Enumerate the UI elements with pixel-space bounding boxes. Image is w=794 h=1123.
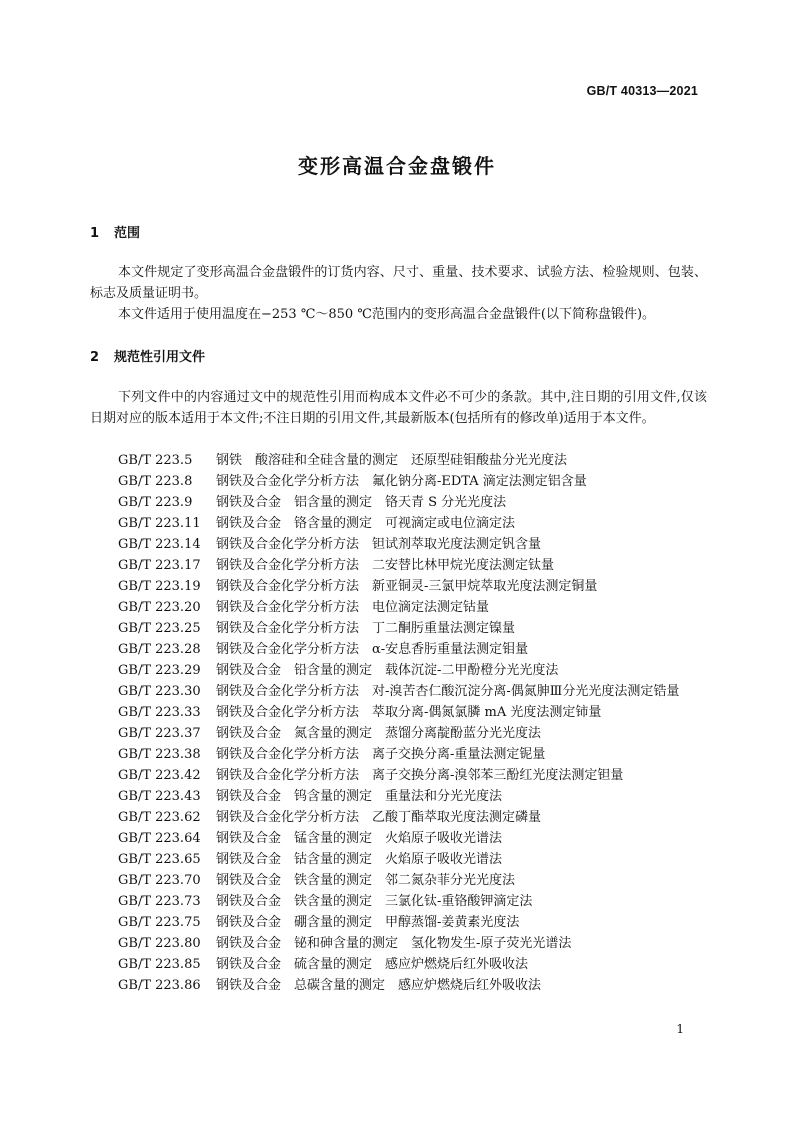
reference-item (90, 513, 710, 534)
reference-code: GB/T 223.8 (118, 474, 193, 489)
reference-item (90, 576, 710, 597)
reference-title: 钢铁及合金 总碳含量的测定 感应炉燃烧后红外吸收法 (216, 978, 542, 993)
reference-item (90, 744, 710, 765)
reference-code: GB/T 223.30 (118, 684, 201, 699)
section-number: 1 (90, 226, 100, 241)
reference-item (90, 492, 710, 513)
reference-item (90, 555, 710, 576)
reference-title: 钢铁及合金化学分析方法 新亚铜灵-三氯甲烷萃取光度法测定铜量 (216, 579, 598, 594)
reference-title: 钢铁及合金 硼含量的测定 甲醇蒸馏-姜黄素光度法 (216, 915, 520, 930)
reference-title: 钢铁及合金 铋和砷含量的测定 氢化物发生-原子荧光光谱法 (216, 936, 572, 951)
reference-title: 钢铁及合金 铁含量的测定 邻二氮杂菲分光光度法 (216, 873, 516, 888)
reference-item (90, 849, 710, 870)
reference-title: 钢铁及合金 铁含量的测定 三氯化钛-重铬酸钾滴定法 (216, 894, 533, 909)
reference-item (90, 702, 710, 723)
document-title: 变形高温合金盘锻件 (298, 154, 496, 178)
reference-item (90, 639, 710, 660)
section-heading-normative-references (90, 346, 205, 365)
section-number: 2 (90, 350, 100, 365)
reference-title: 钢铁及合金化学分析方法 电位滴定法测定钴量 (216, 600, 490, 615)
reference-item (90, 975, 710, 996)
reference-title: 钢铁及合金化学分析方法 二安替比林甲烷光度法测定钛量 (216, 558, 555, 573)
reference-code: GB/T 223.80 (118, 936, 201, 951)
reference-code: GB/T 223.37 (118, 726, 201, 741)
reference-code: GB/T 223.62 (118, 810, 201, 825)
reference-code: GB/T 223.64 (118, 831, 201, 846)
reference-code: GB/T 223.65 (118, 852, 201, 867)
reference-list (90, 450, 710, 996)
reference-item (90, 912, 710, 933)
reference-title: 钢铁及合金 硫含量的测定 感应炉燃烧后红外吸收法 (216, 957, 529, 972)
reference-item (90, 786, 710, 807)
references-intro-paragraph: 下列文件中的内容通过文中的规范性引用而构成本文件必不可少的条款。其中,注日期的引用文件,仅该日期对应的版本适用于本文件;不注日期的引用文件,其最新版本(包括所有的修改单)适用于本文件。 (90, 390, 707, 426)
reference-title: 钢铁及合金 铬含量的测定 可视滴定或电位滴定法 (216, 516, 516, 531)
reference-code: GB/T 223.28 (118, 642, 201, 657)
reference-code: GB/T 223.11 (118, 516, 201, 531)
reference-item (90, 954, 710, 975)
reference-item (90, 597, 710, 618)
reference-title: 钢铁及合金 锰含量的测定 火焰原子吸收光谱法 (216, 831, 503, 846)
reference-item (90, 681, 710, 702)
reference-code: GB/T 223.5 (118, 453, 193, 468)
section-title: 范围 (114, 226, 141, 241)
reference-code: GB/T 223.75 (118, 915, 201, 930)
reference-code: GB/T 223.38 (118, 747, 201, 762)
standard-code: GB/T 40313—2021 (586, 84, 698, 98)
reference-code: GB/T 223.20 (118, 600, 201, 615)
reference-code: GB/T 223.73 (118, 894, 201, 909)
reference-code: GB/T 223.19 (118, 579, 201, 594)
section-title: 规范性引用文件 (114, 350, 206, 365)
reference-item (90, 618, 710, 639)
reference-item (90, 870, 710, 891)
reference-code: GB/T 223.85 (118, 957, 201, 972)
reference-title: 钢铁及合金 铅含量的测定 载体沉淀-二甲酚橙分光光度法 (216, 663, 559, 678)
section-heading-scope (90, 222, 140, 241)
reference-title: 钢铁及合金化学分析方法 离子交换分离-溴邻苯三酚红光度法测定钽量 (216, 768, 624, 783)
reference-code: GB/T 223.42 (118, 768, 201, 783)
reference-title: 钢铁及合金化学分析方法 氟化钠分离-EDTA 滴定法测定铝含量 (216, 474, 587, 489)
reference-title: 钢铁及合金化学分析方法 对-溴苦杏仁酸沉淀分离-偶氮胂Ⅲ分光光度法测定锆量 (216, 684, 680, 699)
reference-title: 钢铁及合金 铝含量的测定 铬天青 S 分光光度法 (216, 495, 507, 510)
reference-title: 钢铁及合金化学分析方法 钽试剂萃取光度法测定钒含量 (216, 537, 542, 552)
reference-title: 钢铁及合金化学分析方法 离子交换分离-重量法测定铌量 (216, 747, 546, 762)
reference-title: 钢铁及合金 氮含量的测定 蒸馏分离靛酚蓝分光光度法 (216, 726, 542, 741)
reference-title: 钢铁及合金化学分析方法 萃取分离-偶氮氯膦 mA 光度法测定铈量 (216, 705, 602, 720)
reference-code: GB/T 223.14 (118, 537, 201, 552)
reference-title: 钢铁及合金化学分析方法 α-安息香肟重量法测定钼量 (216, 642, 529, 657)
reference-item (90, 450, 710, 471)
scope-paragraph: 本文件规定了变形高温合金盘锻件的订货内容、尺寸、重量、技术要求、试验方法、检验规则、包装、标志及质量证明书。 (90, 265, 707, 301)
reference-item (90, 471, 710, 492)
reference-code: GB/T 223.17 (118, 558, 201, 573)
reference-code: GB/T 223.25 (118, 621, 201, 636)
reference-title: 钢铁及合金 钴含量的测定 火焰原子吸收光谱法 (216, 852, 503, 867)
scope-paragraph: 本文件适用于使用温度在−253 ℃～850 ℃范围内的变形高温合金盘锻件(以下简称盘锻件)。 (118, 307, 656, 322)
reference-item (90, 660, 710, 681)
reference-code: GB/T 223.70 (118, 873, 201, 888)
reference-item (90, 828, 710, 849)
page-number: 1 (676, 1022, 684, 1036)
reference-item (90, 723, 710, 744)
reference-item (90, 807, 710, 828)
reference-code: GB/T 223.29 (118, 663, 201, 678)
reference-code: GB/T 223.9 (118, 495, 193, 510)
reference-code: GB/T 223.86 (118, 978, 201, 993)
reference-title: 钢铁及合金 钨含量的测定 重量法和分光光度法 (216, 789, 503, 804)
reference-code: GB/T 223.33 (118, 705, 201, 720)
reference-title: 钢铁及合金化学分析方法 乙酸丁酯萃取光度法测定磷量 (216, 810, 542, 825)
reference-title: 钢铁及合金化学分析方法 丁二酮肟重量法测定镍量 (216, 621, 516, 636)
reference-item (90, 891, 710, 912)
reference-code: GB/T 223.43 (118, 789, 201, 804)
reference-item (90, 534, 710, 555)
reference-item (90, 933, 710, 954)
reference-item (90, 765, 710, 786)
reference-title: 钢铁 酸溶硅和全硅含量的测定 还原型硅钼酸盐分光光度法 (216, 453, 568, 468)
